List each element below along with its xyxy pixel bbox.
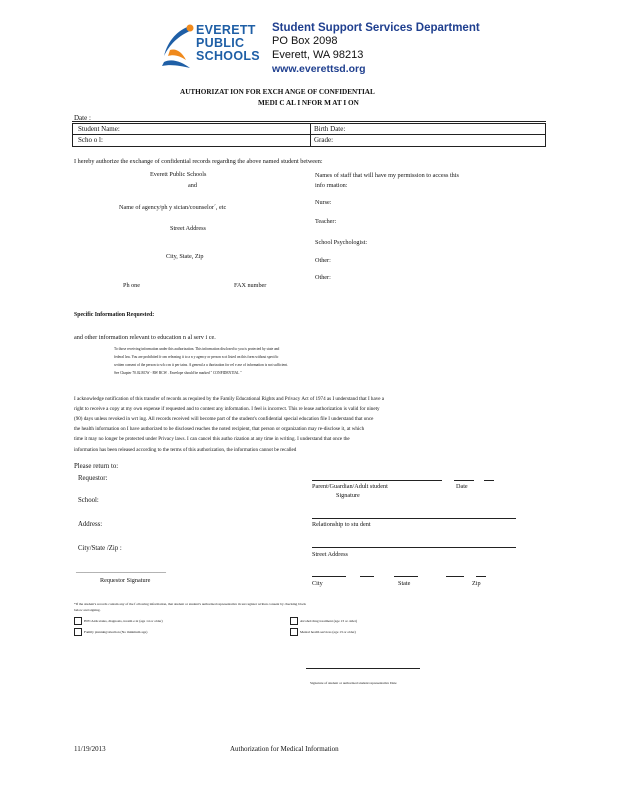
ack-line-3: (90) days unless revoked in wrt ing. All records received will become part of the student's confidential special education file I understand that once xyxy=(74,416,374,422)
logo-text-public: PUBLIC xyxy=(196,36,245,50)
bottom-signature-label: Signature of student or authorized student representative Date xyxy=(310,681,397,685)
hiv-label: HIV/Aids status, diagnosis, treatm e nt (age 14 or older) xyxy=(84,619,163,623)
other-label-1: Other: xyxy=(315,257,331,264)
ack-line-2: right to receive a copy at my own expense if requested and to contest any information. I feel is incorrect. This re lease authorization is valid for ninety xyxy=(74,406,380,412)
logo-text-schools: SCHOOLS xyxy=(196,49,260,63)
other-label-2: Other: xyxy=(315,274,331,281)
return-city-state-zip-label: City/State /Zip : xyxy=(78,545,122,552)
signature-label: Signature xyxy=(336,492,360,499)
logo-text-everett: EVERETT xyxy=(196,23,256,37)
date-label: Date : xyxy=(74,114,91,122)
fine-print-2: federal law. You are prohibited fr om releasing it to a n y agency or person n ot listed on this form without specific xyxy=(114,355,279,359)
sig-state-label: State xyxy=(398,580,411,587)
po-box: PO Box 2098 xyxy=(272,35,338,47)
requestor-signature-label: Requestor Signature xyxy=(100,577,151,584)
fine-print-3: written consent of the person to wh o m it per tains. A general a u thorization for rel e ase of information is not sufficient. xyxy=(114,363,288,367)
footer-title: Authorization for Medical Information xyxy=(230,745,339,753)
specific-info-line1: and other information relevant to education n al serv i ce. xyxy=(74,334,216,341)
department-name: Student Support Services Department xyxy=(272,22,480,34)
requestor-signature-line[interactable]: ______________________________ xyxy=(76,568,166,574)
specific-info-label: Specific Information Requested: xyxy=(74,312,155,318)
nurse-label: Nurse: xyxy=(315,199,332,206)
agency-label: Name of agency/ph y sician/counselor´, etc xyxy=(119,204,227,211)
sig-city-label: City xyxy=(312,580,323,587)
ack-line-6: information has been released according to the terms of this authorization, the information cannot be recalled xyxy=(74,447,297,453)
parent-guardian-label: Parent/Guardian/Adult student xyxy=(312,483,388,490)
fine-print-1: To those receiving information under this authorization. This information disclosed to you is protected by state and xyxy=(114,347,280,351)
website-link[interactable]: www.everettsd.org xyxy=(272,63,366,75)
school-logo-swoosh-icon xyxy=(160,22,196,70)
everett-public-schools: Everett Public Schools xyxy=(150,171,207,178)
parent-sig-line[interactable] xyxy=(312,480,442,481)
street-line[interactable] xyxy=(312,547,516,548)
ack-line-5: time it may no longer be protected under Privacy laws. I can cancel this autho rization at any time in writing. I understand that once the xyxy=(74,436,350,442)
ack-line-1: I acknowledge notification of this transfer of records as required by the Family Educational Rights and Privacy Act of 1974 as I understand that I have a xyxy=(74,396,385,402)
form-title-line2: MEDI C AL I NFOR M AT I ON xyxy=(258,99,359,107)
form-title-line1: AUTHORIZAT ION FOR EXCH ANGE OF CONFIDENTIAL xyxy=(180,88,375,96)
fine-print-4: See Chapter 70.02.RCW - RW RCW . Envelope should be marked " CONFIDENTIAL " xyxy=(114,371,242,375)
mental-health-label: Mental health services (age 13 or older) xyxy=(300,630,356,634)
phone-label: Ph one xyxy=(123,282,141,289)
sig-street-label: Street Address xyxy=(312,551,348,558)
sig-zip-label: Zip xyxy=(472,580,481,587)
student-name-field[interactable] xyxy=(140,125,300,133)
return-school-label: School: xyxy=(78,497,99,504)
city-state-zip-label: City, State, Zip xyxy=(166,253,204,260)
requestor-label: Requestor: xyxy=(78,475,108,482)
fax-label: FAX number xyxy=(234,282,267,289)
consent-instruction-line1: *If the student's records contain any of the f ollowing information, that student or student's authorized representative m ust register written consent by checking block xyxy=(74,602,306,606)
alcohol-drug-checkbox[interactable] xyxy=(290,617,298,625)
city-line[interactable] xyxy=(312,576,346,577)
bottom-signature-line[interactable] xyxy=(306,668,420,669)
hiv-checkbox[interactable] xyxy=(74,617,82,625)
student-name-label: Student Name: xyxy=(78,125,120,133)
and-text: and xyxy=(188,182,197,189)
grade-label: Grade: xyxy=(314,136,334,144)
footer-date: 11/19/2013 xyxy=(74,745,106,753)
birth-date-label: Birth Date: xyxy=(314,125,346,133)
family-planning-checkbox[interactable] xyxy=(74,628,82,636)
top-rule xyxy=(72,121,546,122)
school-label: Scho o l: xyxy=(78,136,103,144)
relationship-line[interactable] xyxy=(312,518,516,519)
exchange-intro: I hereby authorize the exchange of confidential records regarding the above named student between: xyxy=(74,158,323,165)
street-address-label: Street Address xyxy=(170,225,206,232)
mental-health-checkbox[interactable] xyxy=(290,628,298,636)
ack-line-4: the health information on I have authorized to be disclosed reaches the noted recipient, that person or organization may re-disclose it, at which xyxy=(74,426,365,432)
letterhead xyxy=(160,20,480,78)
teacher-label: Teacher: xyxy=(315,218,337,225)
relationship-label: Relationship to stu dent xyxy=(312,521,371,528)
family-planning-label: Family planning/abortion (No minimum age) xyxy=(84,630,148,634)
please-return-label: Please return to: xyxy=(74,463,119,470)
parent-date-label: Date xyxy=(456,483,468,490)
city-state-zip: Everett, WA 98213 xyxy=(272,49,364,61)
return-address-label: Address: xyxy=(78,521,103,528)
alcohol-drug-label: Alcohol/drug treatment (age 13 or older) xyxy=(300,619,358,623)
consent-instruction-line2: below and signing. xyxy=(74,608,101,612)
staff-header-line2: info rmation: xyxy=(315,182,348,189)
staff-header-line1: Names of staff that will have my permission to access this xyxy=(315,172,459,179)
school-psychologist-label: School Psychologist: xyxy=(315,239,368,246)
